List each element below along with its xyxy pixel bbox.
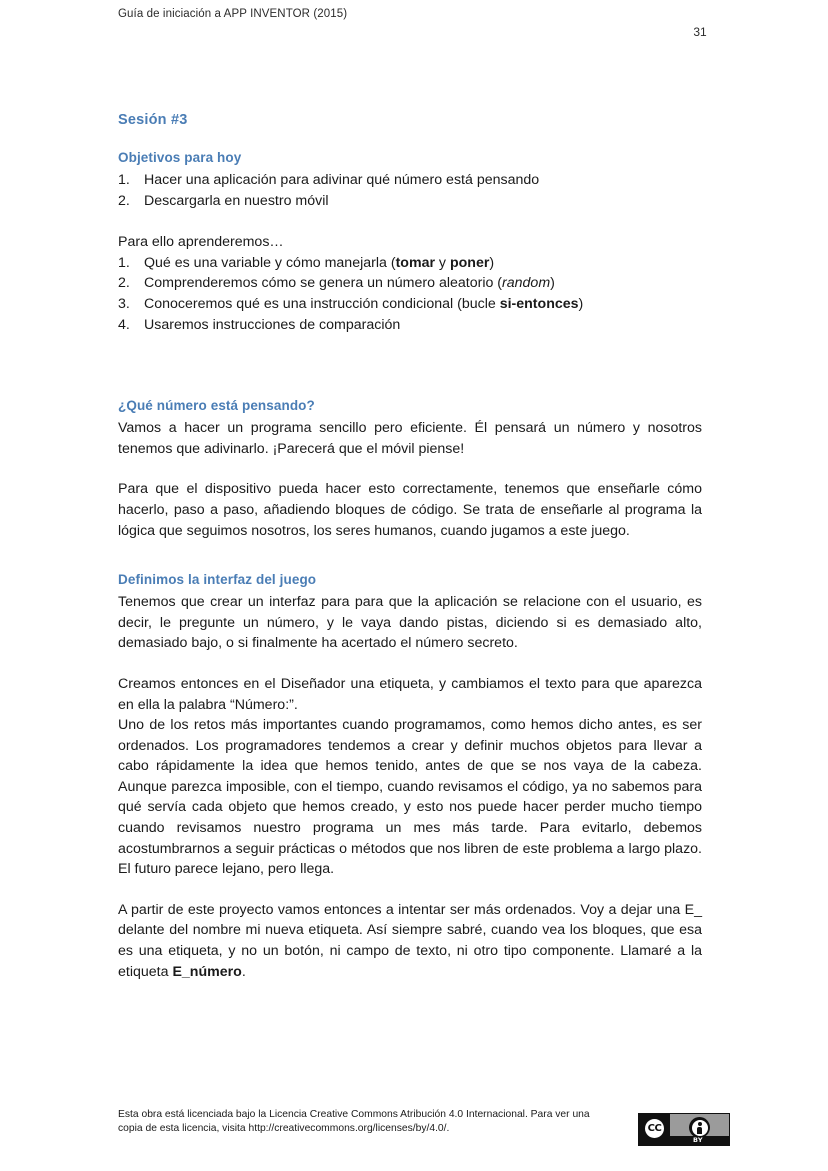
spacer: [118, 211, 702, 232]
cc-logo-icon: [643, 1117, 666, 1140]
spacer: [118, 541, 702, 572]
guess-paragraph-2: Para que el dispositivo pueda hacer esto correctamente, tenemos que enseñarle cómo hacerlo, paso a paso, añadiendo bloques de código. Se trata de enseñarle al programa la lógica que seguimos nosotros, los seres humanos, cuando jugamos a este juego.: [118, 481, 702, 539]
learning-text-suffix: ): [489, 254, 495, 271]
interface-paragraph-2: Creamos entonces en el Diseñador una etiqueta, y cambiamos el texto para que aparezca en ella la palabra “Número:”.: [118, 675, 702, 713]
interface-paragraph-3: Uno de los retos más importantes cuando programamos, como hemos dicho antes, es ser ordenados. Los programadores tendemos a crear y definir muchos objetos para llevar a cabo rápidamente la idea que hemos tenido, antes de que se nos vaya de la cabeza. Aunque parezca imposible, con el tiempo, cuando revisamos el código, ya no sabemos para qué servía cada objeto que hemos creado, y esto nos puede hacer perder mucho tiempo cuando revisamos nuestro programa un mes más tarde. Para evitarlo, debemos acostumbrarnos a seguir prácticas o métodos que nos libren de este problema a largo plazo. El futuro parece lejano, pero llega.: [118, 717, 702, 878]
label-name-bold: E_número: [172, 963, 242, 980]
person-glyph: [692, 1120, 708, 1136]
learning-text-prefix: Conoceremos qué es una instrucción condicional (bucle: [144, 295, 500, 312]
learning-text-bold: tomar: [395, 254, 435, 271]
list-item: [118, 294, 702, 315]
learning-text-prefix: Qué es una variable y cómo manejarla (: [144, 254, 396, 271]
list-item: [118, 315, 702, 336]
objectives-heading: Objetivos para hoy: [118, 150, 242, 165]
session-title: Sesión #3: [118, 112, 188, 128]
objective-text: Hacer una aplicación para adivinar qué número está pensando: [144, 172, 540, 188]
learning-list: [118, 253, 702, 335]
interface-paragraph-4: [118, 900, 702, 982]
spacer: [118, 335, 702, 398]
learning-text-italic: random: [502, 275, 551, 292]
learning-text-suffix: ): [550, 275, 555, 292]
interface-paragraph-1: Tenemos que crear un interfaz para para que la aplicación se relacione con el usuario, es decir, le pregunte un número, y le vaya dando pistas, diciendo si es demasiado alto, demasiado bajo, o si finalmente ha acertado el número secreto.: [118, 594, 702, 652]
list-item: [118, 273, 702, 294]
interface-paragraph-4-prefix: A partir de este proyecto vamos entonces a intentar ser más ordenados. Voy a dejar una E_ delante del nombre mi nueva etiqueta. Así siempre sabré, cuando vea los bloques, que esa es una etiqueta, y no un botón, ni campo de texto, ni otro tipo componente. Llamaré a la etiqueta: [118, 901, 702, 980]
learning-text-bold: si-entonces: [499, 295, 579, 312]
person-torso: [697, 1127, 702, 1134]
by-label-text: BY: [667, 1136, 729, 1145]
interface-section-heading: Definimos la interfaz del juego: [118, 572, 317, 588]
learning-text-bold: poner: [449, 254, 490, 271]
list-item: [118, 191, 702, 212]
list-item: [118, 253, 702, 274]
guess-section-heading: ¿Qué número está pensando?: [118, 398, 315, 414]
attribution-person-icon: [689, 1117, 710, 1138]
page-number: 31: [693, 25, 707, 39]
cc-logo-text: CC: [645, 1119, 664, 1138]
creative-commons-badge-icon: [638, 1113, 730, 1146]
objectives-list: [118, 170, 702, 211]
objective-text: Descargarla en nuestro móvil: [144, 192, 329, 209]
learning-text-suffix: ): [578, 295, 584, 312]
list-item: [118, 170, 702, 191]
learning-text-prefix: Comprenderemos cómo se genera un número aleatorio (: [144, 275, 503, 292]
document-header-title: Guía de iniciación a APP INVENTOR (2015): [118, 8, 348, 20]
learning-text-mid: y: [434, 254, 450, 271]
person-head: [698, 1122, 702, 1126]
license-line-1: Esta obra está licenciada bajo la Licencia Creative Commons Atribución 4.0 Internacional. Para ver una: [118, 1109, 590, 1120]
license-footer: [118, 1108, 602, 1137]
learning-text-plain: Usaremos instrucciones de comparación: [144, 316, 401, 333]
guess-paragraph-1: Vamos a hacer un programa sencillo pero eficiente. Él pensará un número y nosotros tenemos que adivinarlo. ¡Parecerá que el móvil piense!: [118, 420, 702, 457]
page-content: [118, 112, 702, 982]
learning-intro: Para ello aprenderemos…: [118, 234, 284, 251]
license-line-2: copia de esta licencia, visita http://creativecommons.org/licenses/by/4.0/.: [118, 1123, 450, 1135]
interface-paragraph-4-suffix: .: [241, 963, 246, 980]
